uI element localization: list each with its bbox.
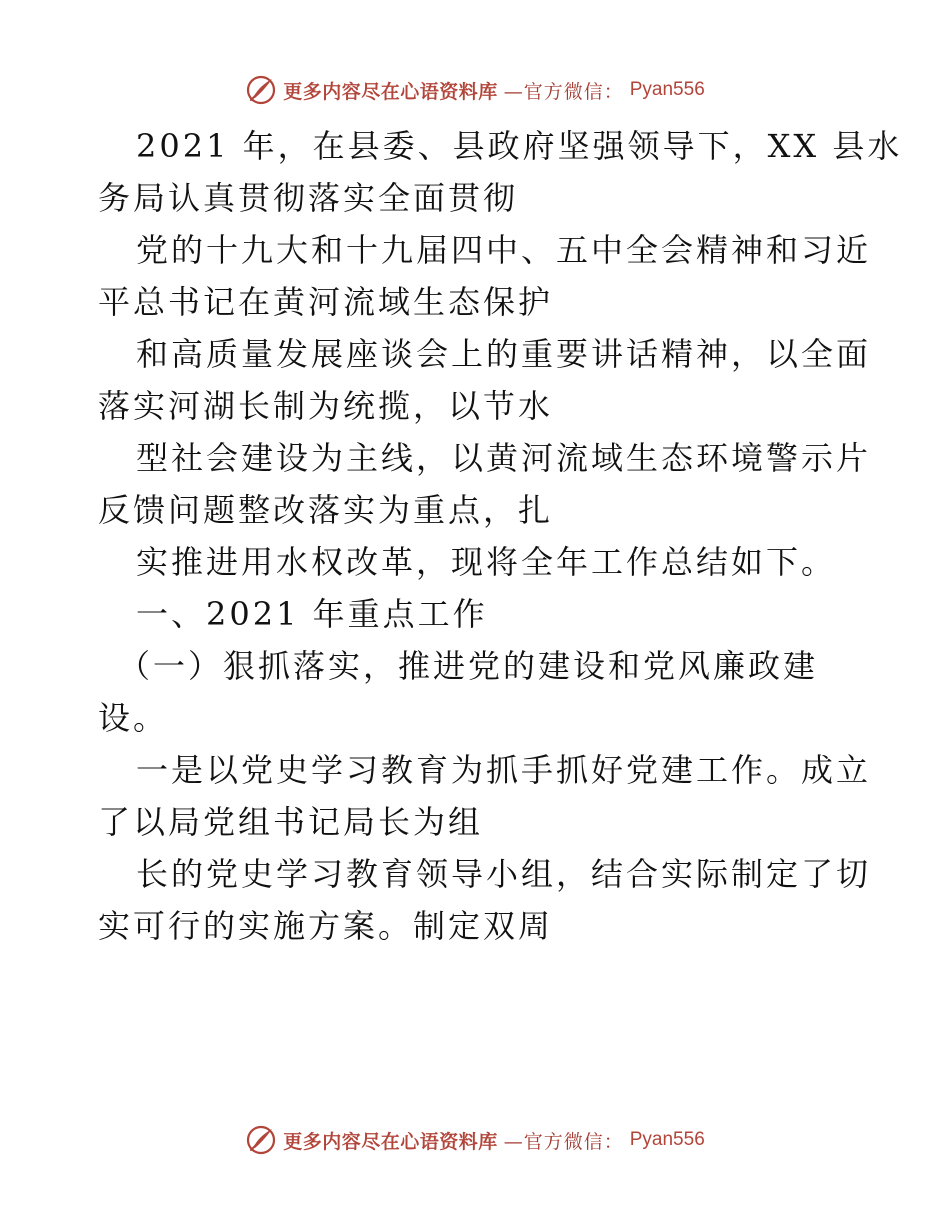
document-body: [98, 120, 903, 952]
text-line-7: 型社会建设为主线，以黄河流域生态环境警示片: [136, 439, 872, 477]
quill-pen-logo-icon: [245, 1124, 277, 1156]
text-line-16: 实可行的实施方案。制定双周: [98, 907, 554, 945]
text-line-5: 和高质量发展座谈会上的重要讲话精神，以全面: [136, 335, 872, 373]
watermark-header: [0, 70, 950, 110]
text-line-15: 长的党史学习教育领导小组，结合实际制定了切: [136, 855, 872, 893]
subsection-heading-1: （一）狠抓落实，推进党的建设和党风廉政建: [118, 647, 819, 685]
watermark-sub-text: —官方微信：: [503, 1130, 624, 1153]
text-line-2: 务局认真贯彻落实全面贯彻: [98, 179, 519, 217]
text-line-9: 实推进用水权改革，现将全年工作总结如下。: [136, 543, 837, 581]
text-line-8: 反馈问题整改落实为重点，扎: [98, 491, 554, 529]
watermark-sub-text: —官方微信：: [503, 80, 624, 103]
text-line-1: 2021 年，在县委、县政府坚强领导下，XX 县水: [136, 127, 903, 165]
watermark-main-text: 更多内容尽在心语资料库: [283, 80, 498, 103]
watermark-footer: [0, 1120, 950, 1160]
text-line-6: 落实河湖长制为统揽，以节水: [98, 387, 554, 425]
text-line-14: 了以局党组书记局长为组: [98, 803, 484, 841]
section-heading-1: 一、2021 年重点工作: [136, 595, 488, 633]
text-line-12: 设。: [98, 699, 169, 737]
text-line-3: 党的十九大和十九届四中、五中全会精神和习近: [136, 231, 872, 269]
text-line-4: 平总书记在黄河流域生态保护: [98, 283, 554, 321]
text-line-13: 一是以党史学习教育为抓手抓好党建工作。成立: [136, 751, 872, 789]
quill-pen-logo-icon: [245, 74, 277, 106]
watermark-wechat-id: Pyan556: [629, 1129, 705, 1150]
watermark-main-text: 更多内容尽在心语资料库: [283, 1130, 498, 1153]
watermark-wechat-id: Pyan556: [629, 79, 705, 100]
